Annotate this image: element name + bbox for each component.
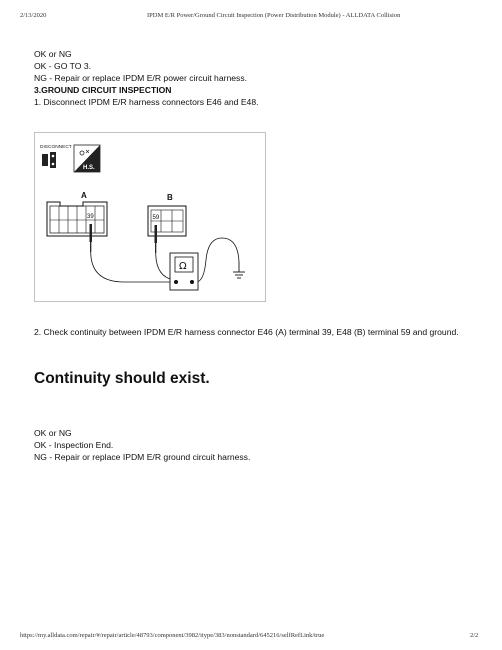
wiring-diagram: [34, 132, 266, 302]
ng-ground-circuit: NG - Repair or replace IPDM E/R ground circuit harness.: [34, 452, 251, 462]
header-title: IPDM E/R Power/Ground Circuit Inspection (Power Distribution Module) - ALLDATA Collision: [147, 12, 401, 19]
hs-label: H.S.: [83, 165, 95, 171]
header-date: 2/13/2020: [20, 12, 47, 19]
ok-goto-3: OK - GO TO 3.: [34, 61, 91, 71]
result-statement: Continuity should exist.: [34, 370, 210, 387]
ok-or-ng-1: OK or NG: [34, 49, 72, 59]
footer-url: https://my.alldata.com/repair/#/repair/article/48793/component/3982/itype/383/nonstandard/645216/selfRefLink/true: [20, 632, 325, 639]
meter-symbol: Ω: [179, 261, 187, 272]
step-1: 1. Disconnect IPDM E/R harness connectors E46 and E48.: [34, 97, 259, 107]
step-2: 2. Check continuity between IPDM E/R harness connector E46 (A) terminal 39, E48 (B) terminal 59 and ground.: [34, 327, 459, 337]
section-heading: 3.GROUND CIRCUIT INSPECTION: [34, 85, 172, 95]
connector-b-label: B: [167, 193, 173, 202]
ng-power-circuit: NG - Repair or replace IPDM E/R power circuit harness.: [34, 73, 248, 83]
disconnect-label: DISCONNECT: [40, 145, 72, 150]
ok-or-ng-2: OK or NG: [34, 428, 72, 438]
ok-inspection-end: OK - Inspection End.: [34, 440, 114, 450]
connector-a-label: A: [81, 191, 87, 200]
connector-a: [47, 202, 107, 236]
harness-side-icon: [74, 145, 100, 172]
ohmmeter-icon: [170, 253, 198, 290]
footer-page: 2/2: [470, 632, 479, 639]
terminal-a-label: 39: [87, 214, 94, 220]
connector-b: [148, 206, 186, 236]
terminal-b-label: 59: [152, 215, 160, 221]
